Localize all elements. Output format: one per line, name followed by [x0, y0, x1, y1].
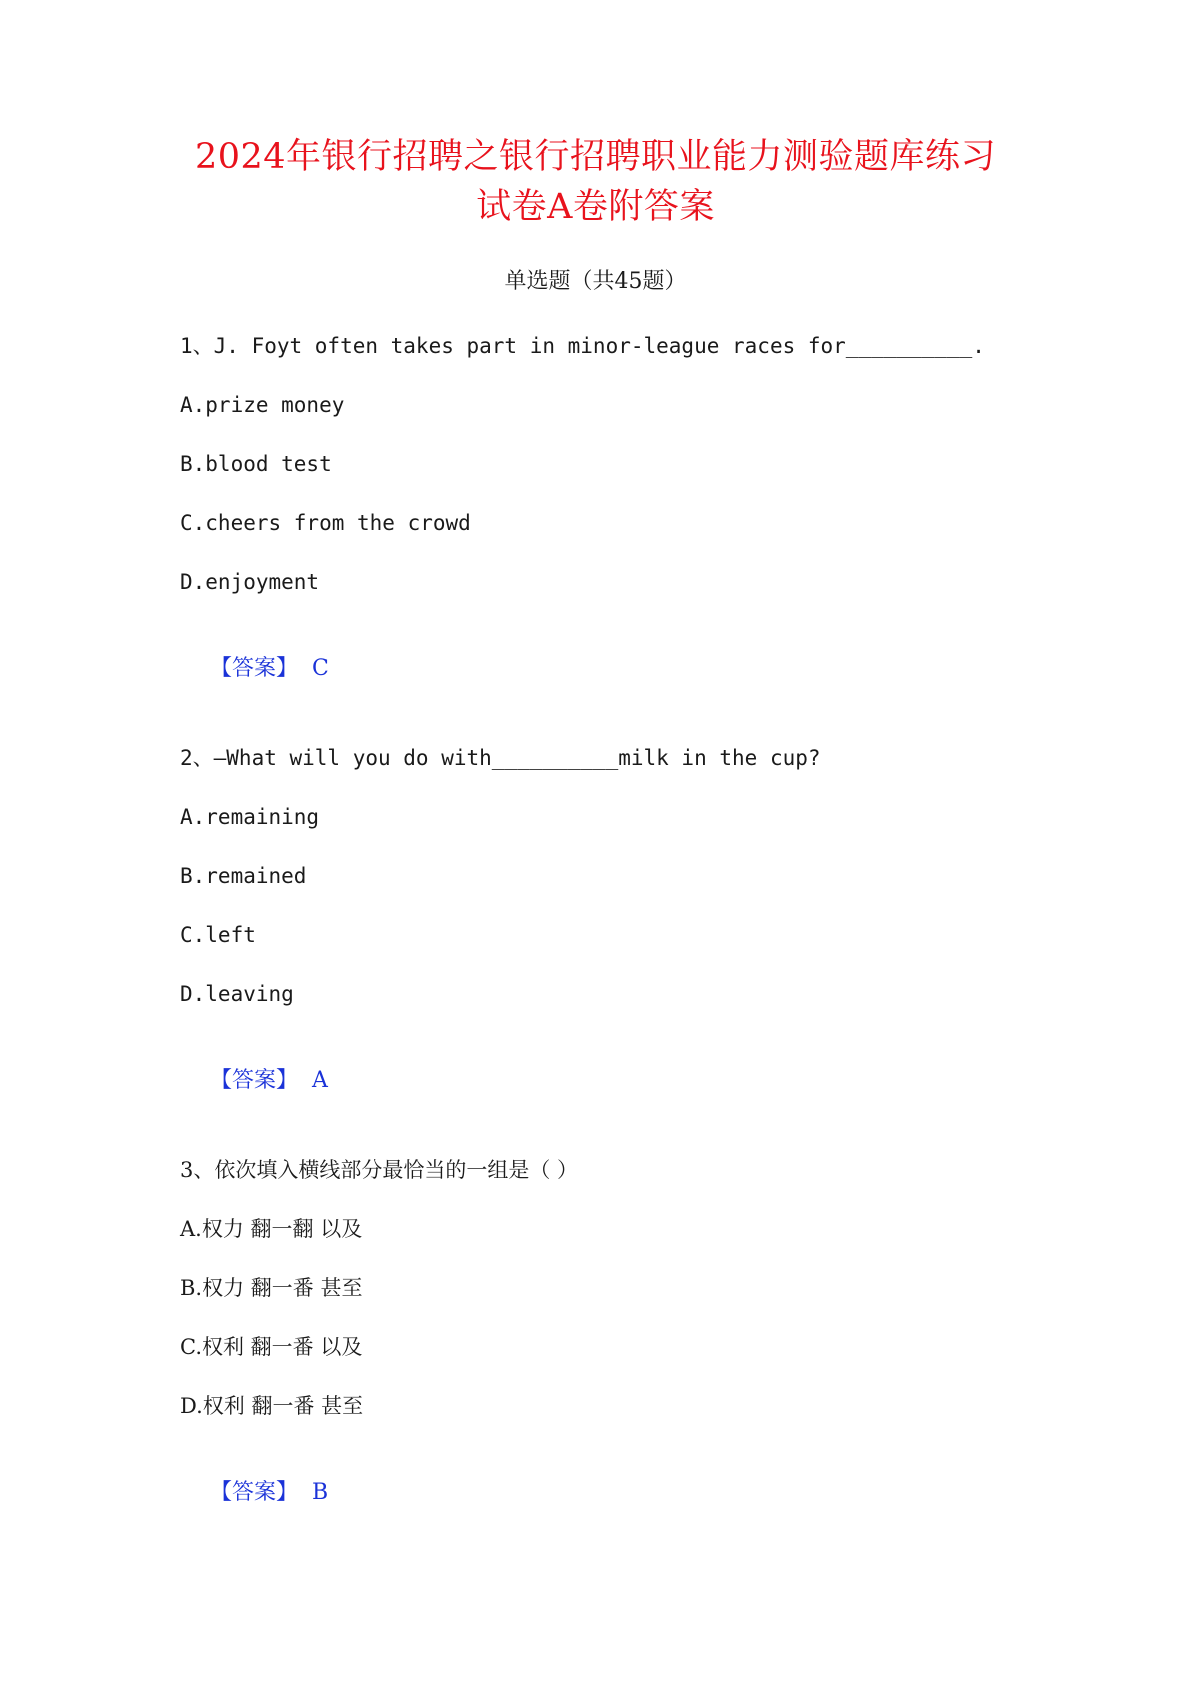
question-1-option-b: B.blood test — [180, 452, 332, 476]
answer-label: 【答案】 — [209, 1068, 298, 1093]
question-3-option-d: D.权利 翻一番 甚至 — [180, 1394, 364, 1418]
question-1-stem: 1、J. Foyt often takes part in minor-league races for__________. — [180, 334, 985, 358]
question-3-option-c: C.权利 翻一番 以及 — [180, 1335, 363, 1359]
answer-value: B — [312, 1480, 329, 1505]
question-2-option-a: A.remaining — [180, 805, 320, 829]
document-title-line-1: 2024年银行招聘之银行招聘职业能力测验题库练习 — [194, 137, 997, 177]
question-1-answer — [182, 627, 329, 711]
question-2-option-b: B.remained — [180, 864, 307, 888]
question-2-stem: 2、—What will you do with__________milk in the cup? — [180, 746, 821, 770]
section-heading: 单选题（共45题） — [504, 269, 687, 294]
question-3-stem: 3、依次填入横线部分最恰当的一组是（ ） — [180, 1158, 579, 1182]
question-1-option-d: D.enjoyment — [180, 570, 320, 594]
answer-label: 【答案】 — [209, 656, 298, 681]
question-3-option-b: B.权力 翻一番 甚至 — [180, 1276, 363, 1300]
question-3-answer — [182, 1451, 328, 1535]
question-2-option-d: D.leaving — [180, 982, 294, 1006]
answer-value: C — [312, 656, 329, 681]
question-2-answer — [182, 1039, 328, 1123]
question-2-option-c: C.left — [180, 923, 256, 947]
answer-label: 【答案】 — [209, 1480, 298, 1505]
document-title-line-2: 试卷A卷附答案 — [476, 187, 715, 227]
answer-value: A — [312, 1068, 328, 1093]
question-3-option-a: A.权力 翻一翻 以及 — [180, 1217, 363, 1241]
question-1-option-a: A.prize money — [180, 393, 345, 417]
question-1-option-c: C.cheers from the crowd — [180, 511, 471, 535]
